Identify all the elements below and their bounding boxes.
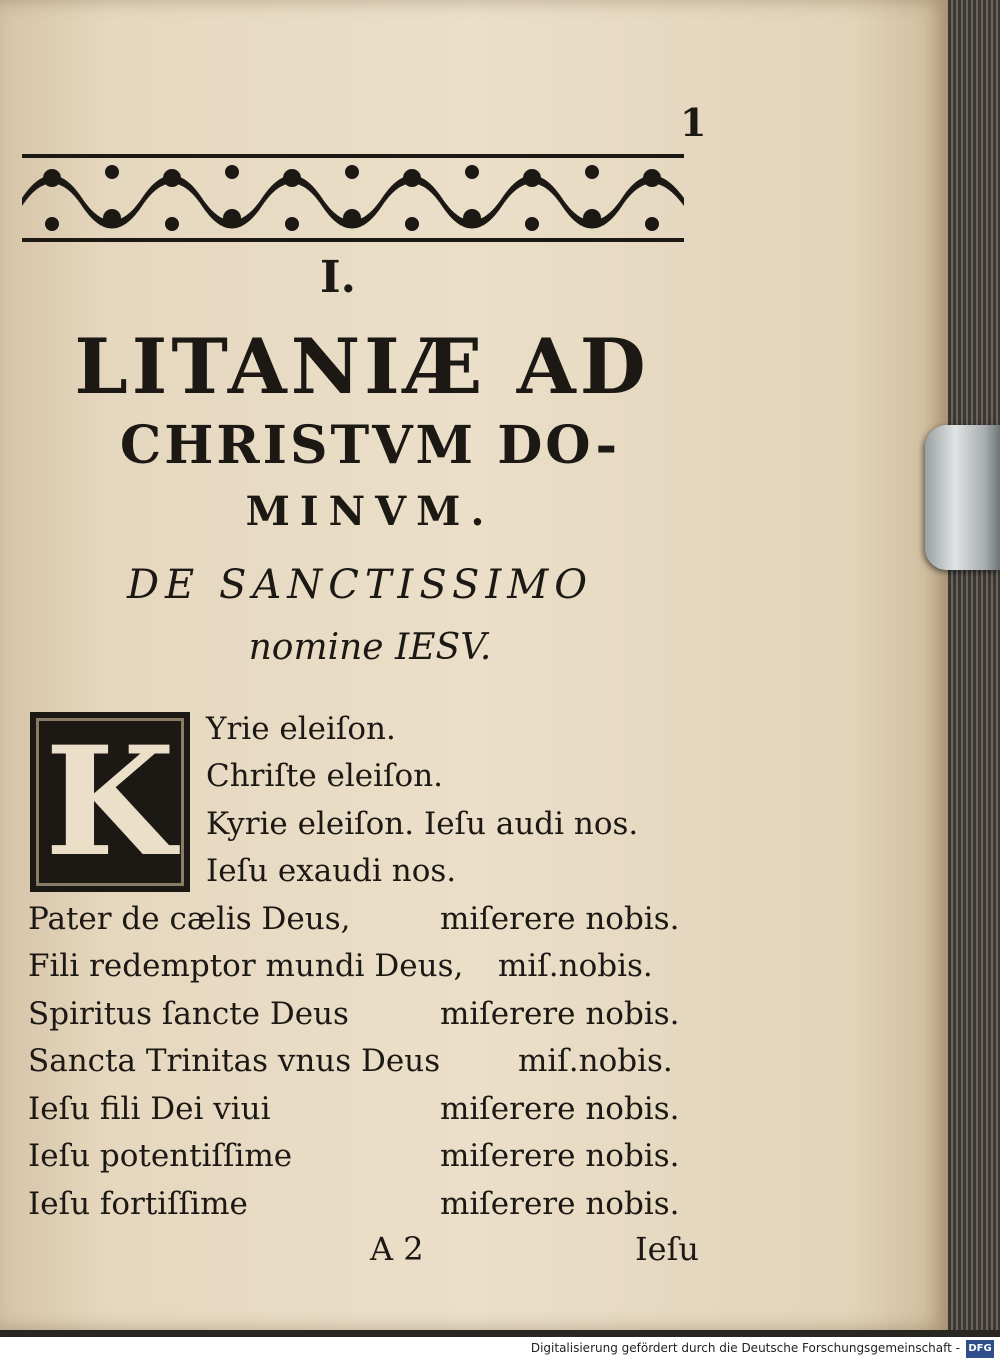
invocation-response: miſerere nobis. — [440, 901, 680, 937]
intro-line: Yrie eleiſon. — [206, 711, 396, 747]
intro-line: Ieſu exaudi nos. — [206, 853, 457, 889]
invocation-response: miſerere nobis. — [440, 1138, 680, 1174]
invocation-text: Spiritus ſancte Deus — [28, 996, 349, 1032]
title-line-2: CHRISTVM DO- — [119, 415, 621, 476]
invocation-response: miſerere nobis. — [440, 1186, 680, 1222]
page-foot-line — [0, 1230, 720, 1276]
invocation-text: Fili redemptor mundi Deus, — [28, 948, 464, 984]
invocation-response: miſ.nobis. — [518, 1043, 673, 1079]
title-line-3: MINVM. — [245, 488, 495, 535]
invocation-text: Ieſu potentiſſime — [28, 1138, 293, 1174]
intro-line: Chriſte eleiſon. — [206, 758, 444, 794]
page-edges — [948, 0, 1000, 1330]
catchword: Ieſu — [635, 1230, 700, 1268]
intro-line: Kyrie eleiſon. Ieſu audi nos. — [206, 806, 639, 842]
page-number: 1 — [680, 100, 707, 145]
invocation-text: Sancta Trinitas vnus Deus — [28, 1043, 441, 1079]
signature-mark: A 2 — [370, 1230, 424, 1268]
title-line-1: LITANIÆ AD — [74, 322, 650, 411]
subtitle-line-1: DE SANCTISSIMO — [126, 562, 593, 608]
decorated-initial-letter: K — [30, 712, 190, 892]
invocation-response: miſ.nobis. — [498, 948, 653, 984]
invocation-text: Ieſu fili Dei viui — [28, 1091, 271, 1127]
book-clasp — [925, 425, 1000, 570]
decorative-header-band — [22, 148, 684, 248]
invocation-response: miſerere nobis. — [440, 1091, 680, 1127]
invocation-text: Ieſu fortiſſime — [28, 1186, 248, 1222]
footer-bar — [0, 1337, 1000, 1363]
section-number: I. — [320, 252, 356, 303]
invocation-text: Pater de cælis Deus, — [28, 901, 351, 937]
invocation-response: miſerere nobis. — [440, 996, 680, 1032]
subtitle-line-2: nomine IESV. — [248, 627, 492, 668]
funding-credit: Digitalisierung gefördert durch die Deutsche Forschungsgemeinschaft - — [530, 1341, 960, 1355]
dfg-logo-icon: DFG — [966, 1340, 994, 1358]
